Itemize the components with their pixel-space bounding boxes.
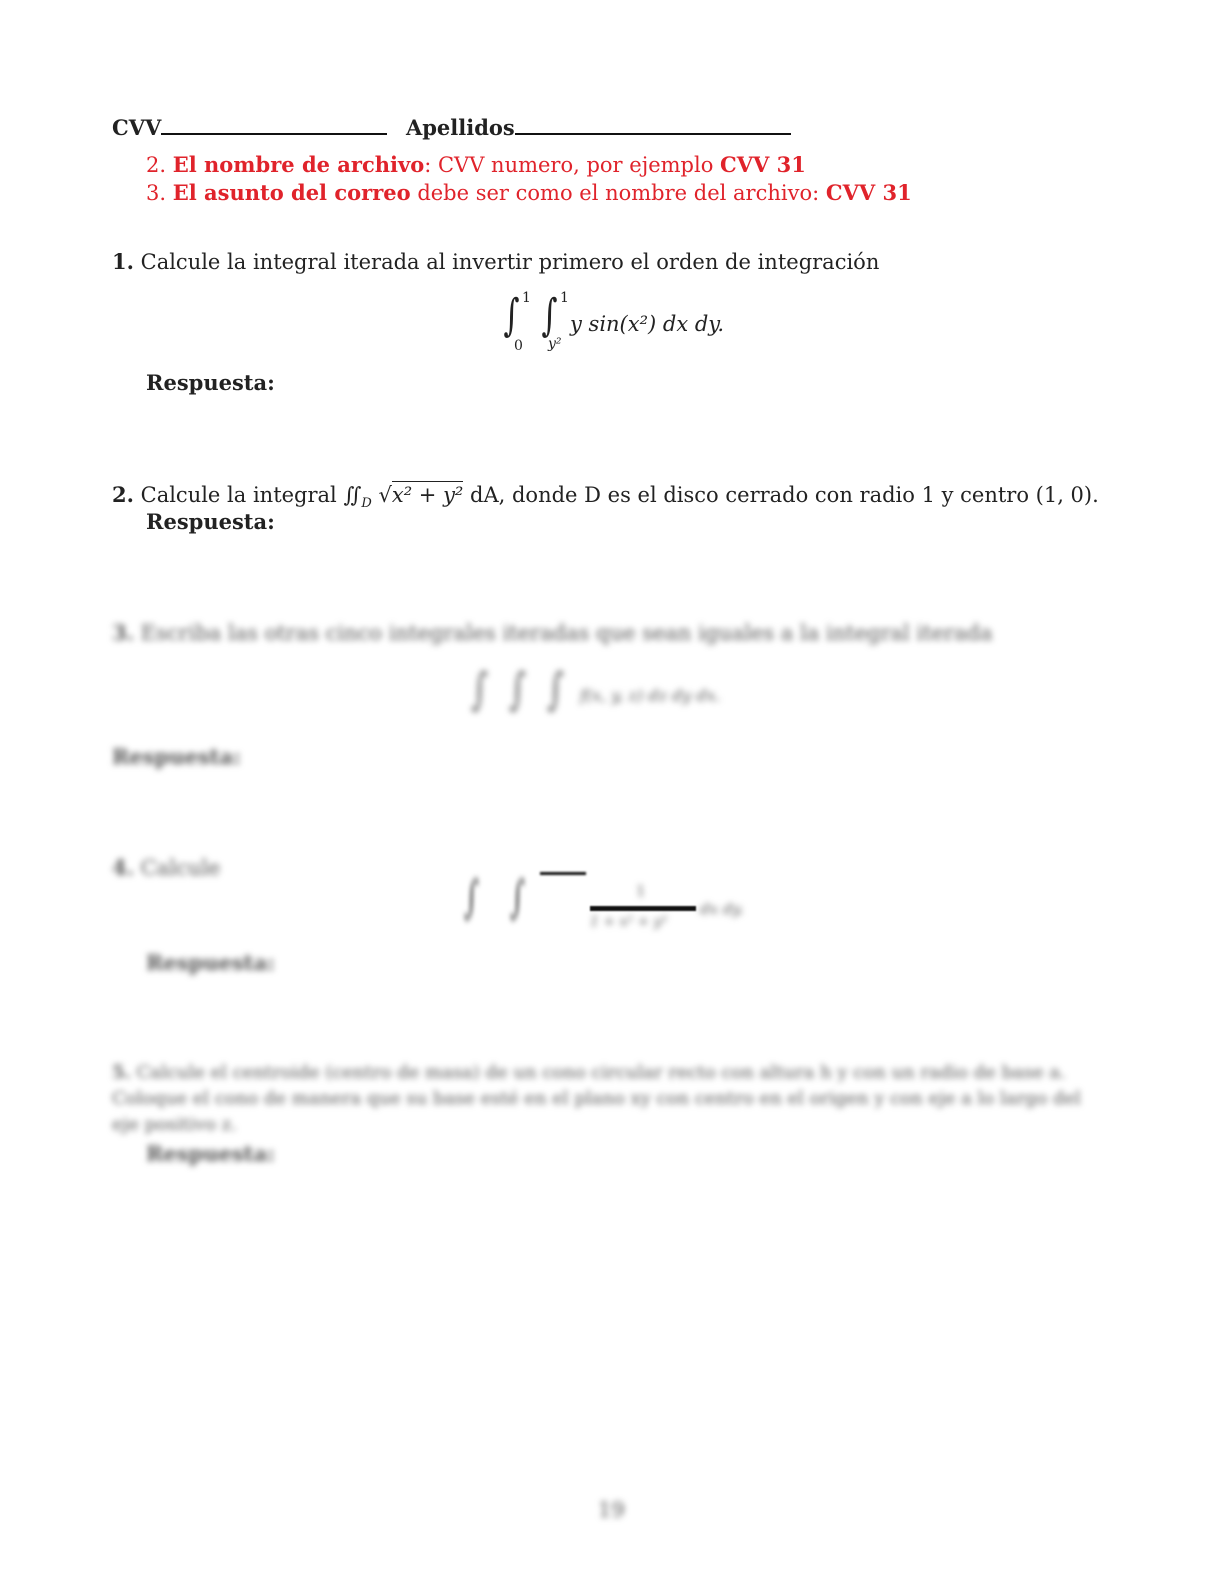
instruction-text: : CVV numero, por ejemplo	[424, 153, 721, 177]
problem-1-equation	[500, 290, 740, 360]
instruction-text: debe ser como el nombre del archivo:	[410, 181, 826, 205]
problem-number: 5.	[112, 1062, 131, 1083]
sqrt-icon: √	[378, 483, 392, 507]
problem-text: eje positivo z.	[112, 1114, 237, 1135]
instruction-line	[146, 180, 912, 205]
fraction-denominator: 1 + x² + y²	[590, 914, 668, 930]
integral-sign: ∫	[509, 664, 526, 715]
answer-label: Respuesta:	[112, 744, 241, 769]
instruction-number: 3.	[146, 181, 167, 205]
sqrt-bar	[540, 872, 586, 875]
instruction-example: CVV 31	[720, 152, 806, 177]
instruction-number: 2.	[146, 153, 167, 177]
fraction-bar	[590, 906, 696, 911]
problem-1-statement	[112, 249, 879, 274]
answer-label: Respuesta:	[146, 370, 275, 395]
lower-limit: 0	[514, 338, 523, 354]
fraction-numerator: 1	[636, 882, 646, 900]
problem-text: Calcule	[140, 856, 221, 880]
problem-text: Calcule el centroide (centro de masa) de un cono circular recto con altura h y con un radio de base a.	[136, 1062, 1066, 1083]
instruction-emphasis: El nombre de archivo	[172, 152, 425, 177]
problem-4-statement	[112, 855, 220, 880]
integral-sign: ∫	[541, 290, 558, 341]
instruction-emphasis: El asunto del correo	[172, 180, 411, 205]
integral-sign: ∫	[471, 664, 488, 715]
integral-sign: ∫	[463, 872, 480, 923]
problem-number: 3.	[112, 620, 134, 645]
instruction-example: CVV 31	[825, 180, 912, 205]
problem-4-equation	[460, 868, 780, 948]
lower-limit: y²	[548, 336, 562, 352]
upper-limit: 1	[522, 290, 531, 306]
problem-3-equation	[468, 662, 768, 732]
differentials: dx dy.	[700, 900, 744, 918]
cvv-label: CVV	[112, 115, 162, 140]
cvv-blank-line[interactable]	[161, 132, 387, 135]
problem-text: dA, donde D es el disco cerrado con radio 1 y centro (1, 0).	[463, 483, 1099, 507]
problem-number: 1.	[112, 249, 134, 274]
apellidos-label: Apellidos	[405, 115, 515, 140]
integral-sign: ∫	[547, 664, 564, 715]
problem-text: Coloque el cono de manera que su base esté en el plano xy con centro en el origen y con eje a lo largo del	[112, 1088, 1081, 1109]
sqrt-expression: x² + y²	[391, 483, 464, 507]
apellidos-blank-line[interactable]	[515, 132, 791, 135]
integral-sign: ∫	[509, 872, 526, 923]
integrand: f(x, y, z) dz dy dx.	[580, 686, 721, 705]
problem-5-statement	[112, 1060, 1081, 1138]
page-number: 19	[598, 1498, 625, 1522]
problem-3-statement	[112, 620, 993, 645]
problem-number: 4.	[112, 855, 134, 880]
problem-2-statement	[112, 482, 1099, 511]
problem-text: Escriba las otras cinco integrales iteradas que sean iguales a la integral iterada	[140, 621, 993, 645]
problem-number: 2.	[112, 482, 134, 507]
upper-limit: 1	[560, 290, 569, 306]
problem-text: Calcule la integral iterada al invertir primero el orden de integración	[140, 250, 880, 274]
integral-sign: ∫	[503, 290, 520, 341]
instruction-line	[146, 152, 806, 177]
answer-label: Respuesta:	[146, 509, 275, 534]
domain-subscript: D	[361, 496, 372, 512]
integrand: y sin(x²) dx dy.	[570, 312, 725, 336]
header	[112, 115, 791, 140]
problem-text: Calcule la integral ∬	[140, 483, 362, 507]
answer-label: Respuesta:	[146, 1141, 275, 1166]
answer-label: Respuesta:	[146, 950, 275, 975]
